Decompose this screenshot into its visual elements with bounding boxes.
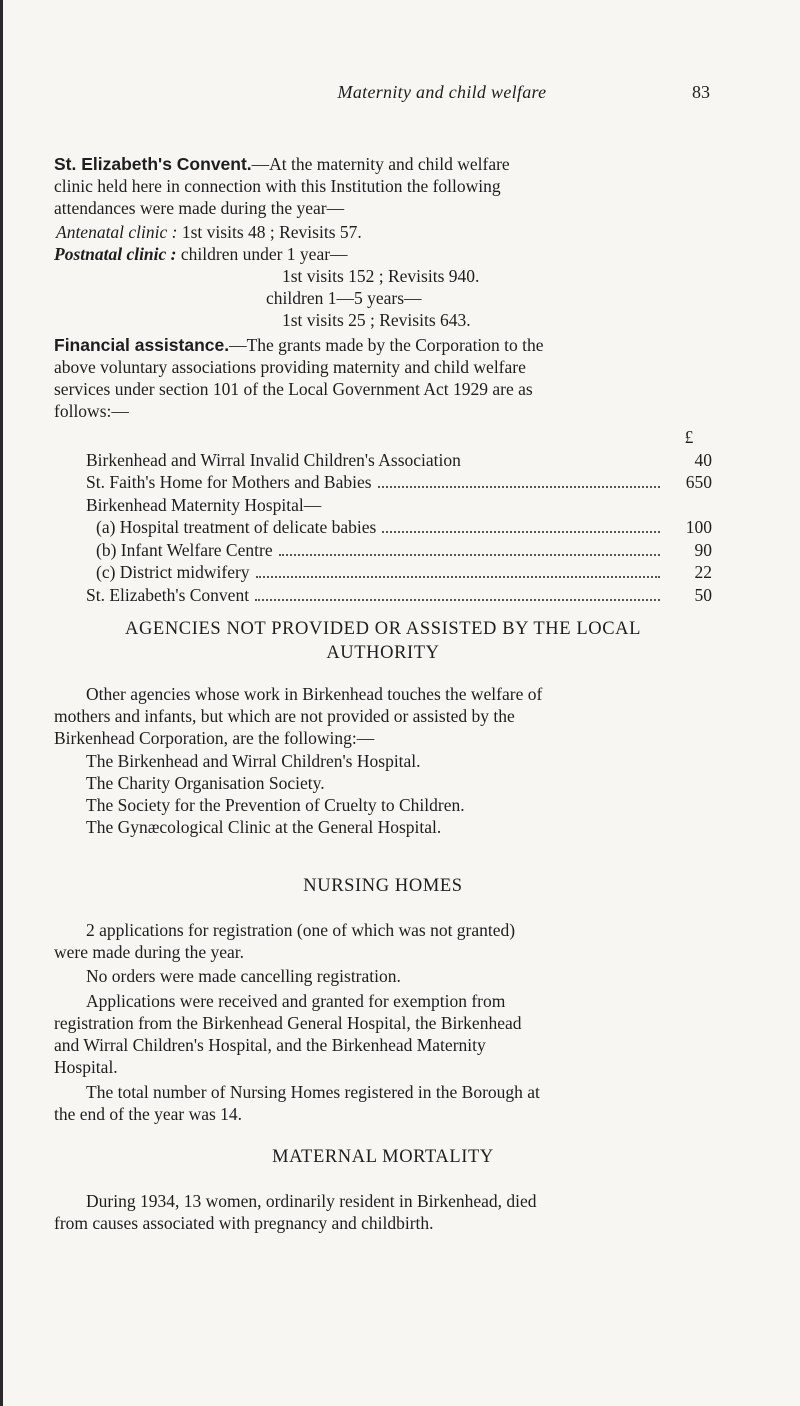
financial-intro-line: follows:— (54, 401, 129, 421)
grant-row: (a) Hospital treatment of delicate babies 100 (96, 517, 712, 537)
postnatal-children-age: children 1—5 years— (266, 288, 422, 308)
scan-edge (0, 0, 3, 1406)
agencies-list (86, 750, 712, 838)
list-item: The Charity Organisation Society. (86, 773, 325, 793)
agencies-heading: AGENCIES NOT PROVIDED OR ASSISTED BY THE LOCAL AUTHORITY (125, 619, 641, 663)
convent-intro-line: —At the maternity and child welfare (251, 154, 510, 174)
maternal-paragraph: During 1934, 13 women, ordinarily resident in Birkenhead, died from causes associated with pregnancy and childbirth. (54, 1191, 537, 1233)
page-number: 83 (692, 82, 710, 102)
financial-heading: Financial assistance. (54, 335, 230, 355)
grant-row: St. Faith's Home for Mothers and Babies 650 (86, 472, 712, 492)
maternal-heading: MATERNAL MORTALITY (272, 1147, 494, 1167)
list-item: The Birkenhead and Wirral Children's Hospital. (86, 751, 421, 771)
clinic-attendances (54, 221, 712, 331)
grant-row: Birkenhead Maternity Hospital— (86, 494, 322, 515)
running-title: Maternity and child welfare (337, 82, 547, 102)
financial-intro-line: above voluntary associations providing maternity and child welfare (54, 357, 526, 377)
grant-row: (c) District midwifery 22 (96, 562, 712, 582)
grant-row: (b) Infant Welfare Centre 90 (96, 539, 712, 560)
list-item: The Gynæcological Clinic at the General Hospital. (86, 817, 442, 837)
antenatal-value: 1st visits 48 ; Revisits 57. (181, 222, 362, 242)
currency-symbol: £ (684, 427, 694, 447)
antenatal-label: Antenatal clinic : (56, 222, 178, 242)
convent-paragraph (54, 153, 712, 219)
convent-intro-line: clinic held here in connection with this Institution the following (54, 176, 501, 196)
postnatal-under1-visits: 1st visits 152 ; Revisits 940. (282, 266, 480, 286)
nursing-paragraph: Applications were received and granted for exemption from registration from the Birkenhead General Hospital, the Birkenhead and Wirral Children's Hospital, and the Birkenhead Maternity Hospital. (54, 991, 522, 1077)
nursing-heading: NURSING HOMES (303, 876, 463, 896)
convent-heading: St. Elizabeth's Convent. (54, 154, 252, 174)
financial-intro-line: —The grants made by the Corporation to the (229, 335, 544, 355)
postnatal-label: Postnatal clinic : (54, 244, 177, 264)
postnatal-value: children under 1 year— (180, 244, 348, 264)
grant-row: St. Elizabeth's Convent 50 (86, 584, 712, 605)
financial-intro-line: services under section 101 of the Local Government Act 1929 are as (54, 379, 533, 399)
agencies-intro: Other agencies whose work in Birkenhead touches the welfare of mothers and infants, but which are not provided or assisted by the Birkenhead Corporation, are the following:— (54, 684, 543, 748)
list-item: The Society for the Prevention of Cruelty to Children. (86, 795, 465, 815)
grants-table (86, 426, 712, 606)
grant-row: Birkenhead and Wirral Invalid Children's Association 40 (86, 449, 712, 470)
nursing-paragraph: The total number of Nursing Homes registered in the Borough at the end of the year was 14. (54, 1082, 540, 1124)
nursing-paragraph: No orders were made cancelling registration. (86, 966, 401, 986)
postnatal-children-visits: 1st visits 25 ; Revisits 643. (282, 310, 471, 330)
nursing-paragraph: 2 applications for registration (one of which was not granted) were made during the year. (54, 920, 516, 962)
financial-paragraph (54, 334, 712, 422)
convent-intro-line: attendances were made during the year— (54, 198, 345, 218)
